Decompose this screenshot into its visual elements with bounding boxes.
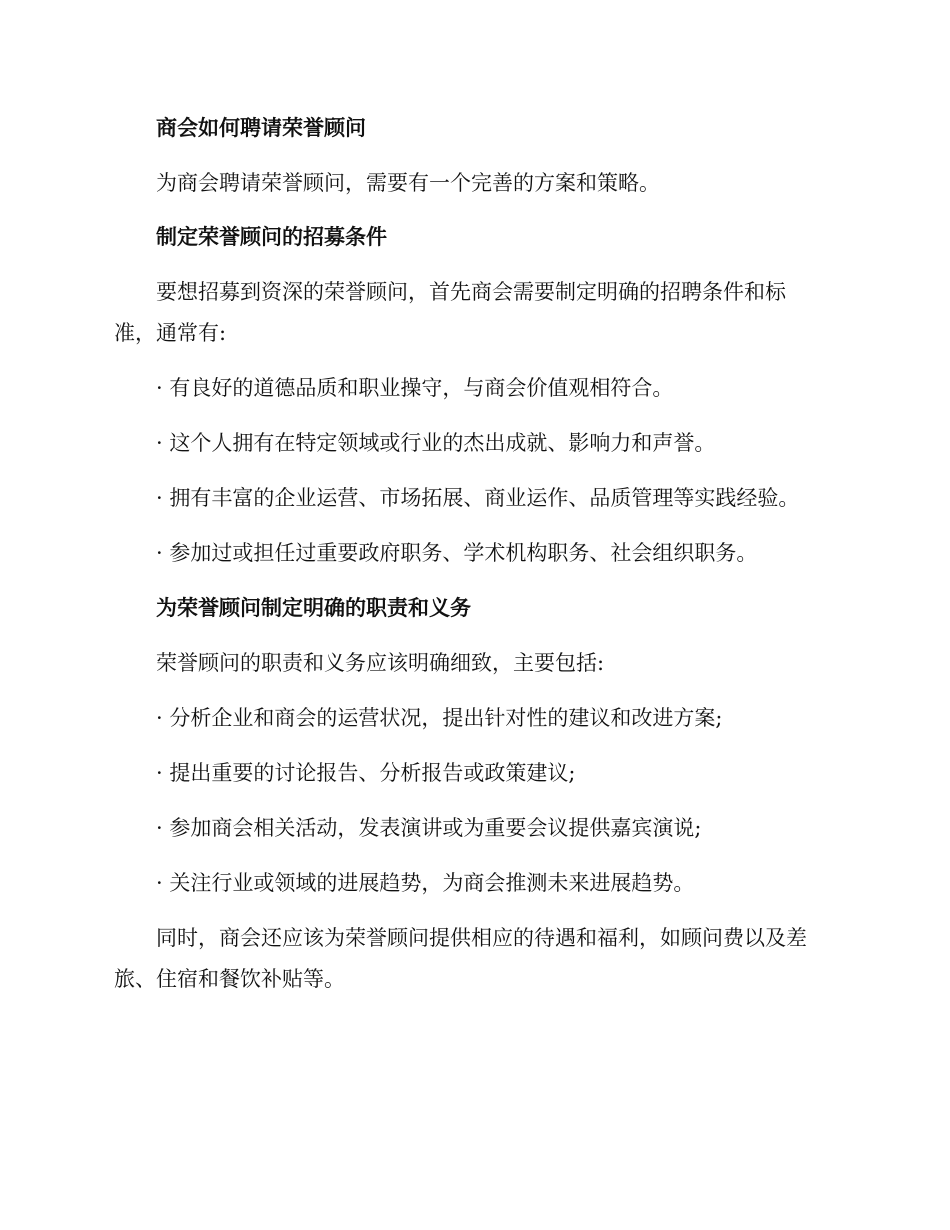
section2-heading: 为荣誉顾问制定明确的职责和义务	[156, 596, 471, 620]
list-item: · 有良好的道德品质和职业操守，与商会价值观相符合。	[156, 376, 674, 400]
list-item: · 参加商会相关活动，发表演讲或为重要会议提供嘉宾演说;	[156, 816, 702, 840]
closing-paragraph-line1: 同时，商会还应该为荣誉顾问提供相应的待遇和福利，如顾问费以及差	[156, 926, 807, 950]
list-item: · 分析企业和商会的运营状况，提出针对性的建议和改进方案;	[156, 706, 723, 730]
section1-heading: 制定荣誉顾问的招募条件	[156, 225, 387, 249]
list-item: · 关注行业或领域的进展趋势，为商会推测未来进展趋势。	[156, 871, 695, 895]
list-item: · 参加过或担任过重要政府职务、学术机构职务、社会组织职务。	[156, 541, 758, 565]
list-item: · 提出重要的讨论报告、分析报告或政策建议;	[156, 761, 576, 785]
section1-paragraph-line1: 要想招募到资深的荣誉顾问，首先商会需要制定明确的招聘条件和标	[156, 280, 786, 304]
section1-paragraph-line2: 准，通常有:	[114, 321, 227, 345]
intro-paragraph: 为商会聘请荣誉顾问，需要有一个完善的方案和策略。	[156, 171, 660, 195]
list-item: · 拥有丰富的企业运营、市场拓展、商业运作、品质管理等实践经验。	[156, 486, 800, 510]
document-title: 商会如何聘请荣誉顾问	[156, 116, 366, 140]
section2-paragraph: 荣誉顾问的职责和义务应该明确细致，主要包括:	[156, 651, 605, 675]
closing-paragraph-line2: 旅、住宿和餐饮补贴等。	[114, 967, 345, 991]
list-item: · 这个人拥有在特定领域或行业的杰出成就、影响力和声誉。	[156, 431, 716, 455]
